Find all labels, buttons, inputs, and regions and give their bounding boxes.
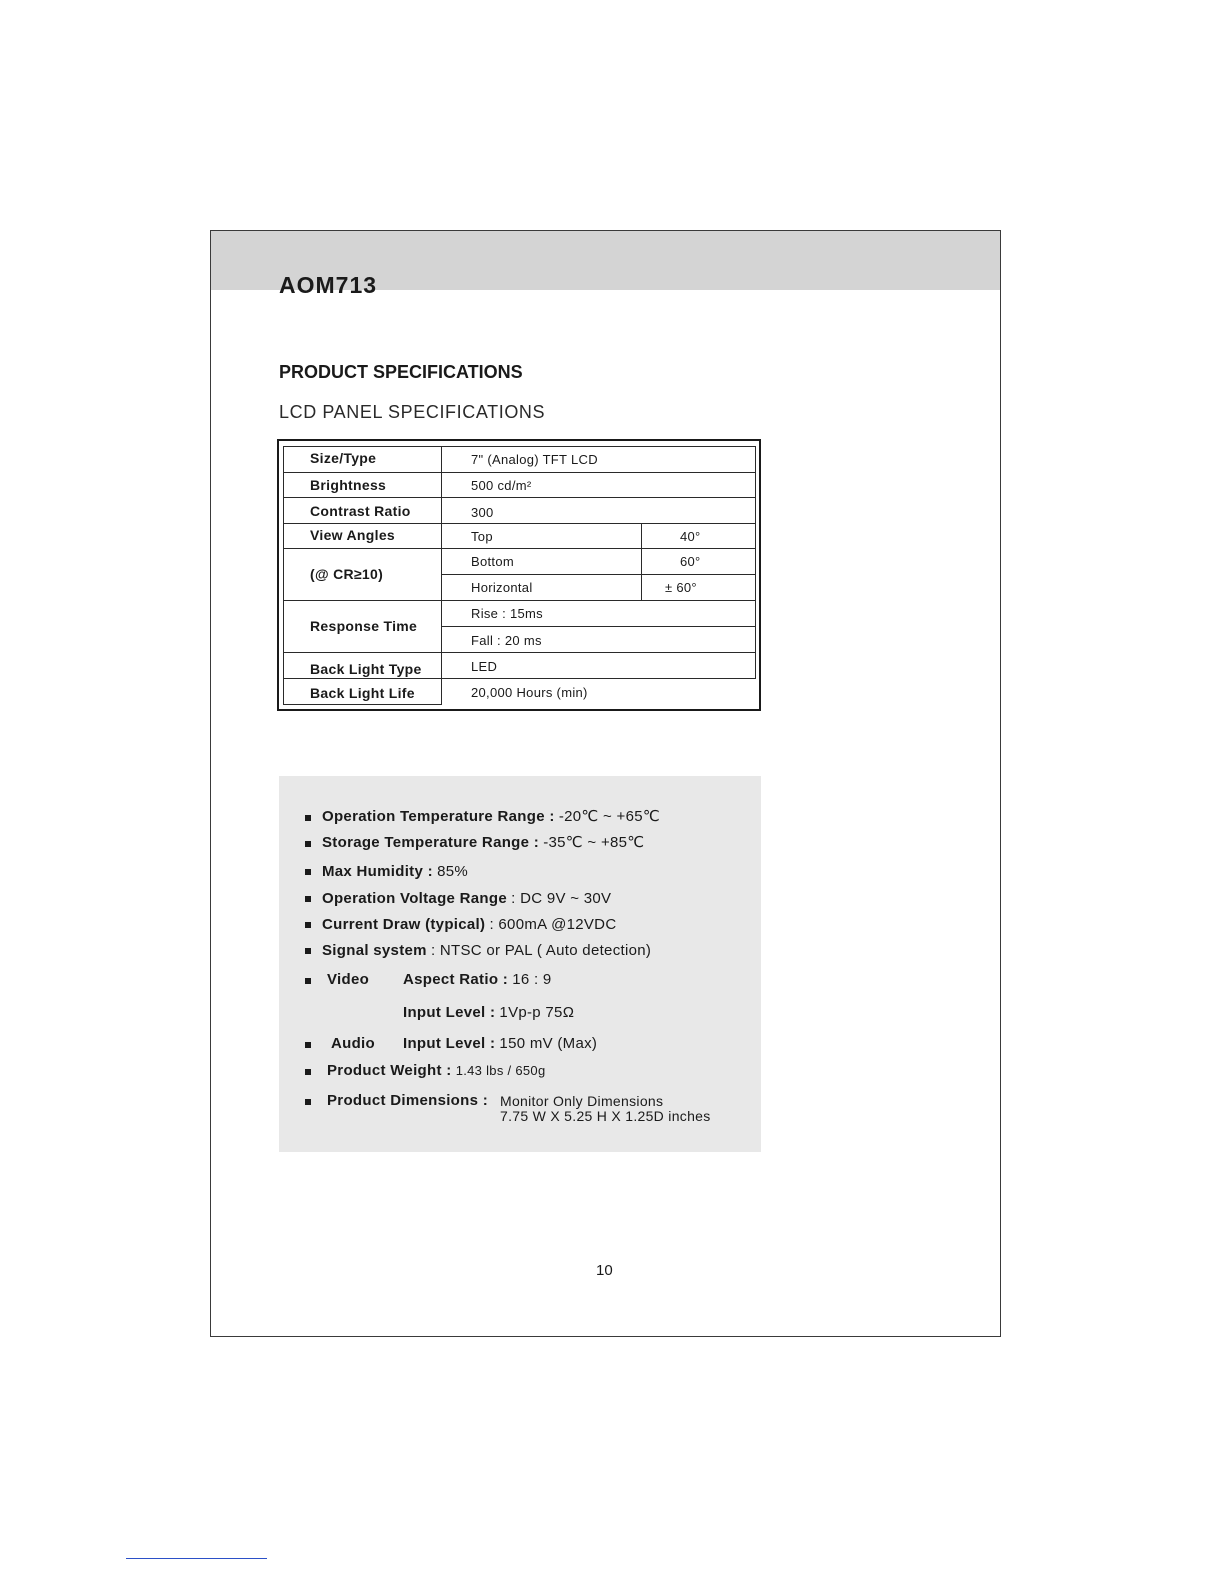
contrast-value: 300 [471,505,494,520]
size-type-value: 7" (Analog) TFT LCD [471,452,598,467]
back-light-life-label: Back Light Life [310,685,415,701]
product-dimensions-label: Product Dimensions : [327,1092,489,1109]
audio-input-level-value: 150 mV (Max) [499,1035,598,1052]
bullet-icon [305,1042,311,1048]
back-light-type-value: LED [471,659,498,674]
bullet-icon [305,948,311,954]
bullet-icon [305,978,311,984]
aspect-ratio-item [403,971,552,989]
bullet-icon [305,841,311,847]
aspect-ratio-label: Aspect Ratio : [403,971,509,988]
bullet-icon [305,869,311,875]
response-time-label: Response Time [310,618,418,634]
max-humidity-label: Max Humidity : [322,863,433,880]
audio-label: Audio [331,1035,375,1052]
back-light-life-value: 20,000 Hours (min) [471,685,588,700]
video-input-level-value: 1Vp-p 75Ω [499,1004,575,1021]
audio-input-level-item [403,1035,597,1053]
dimensions-line-2: 7.75 W X 5.25 H X 1.25D inches [500,1108,711,1124]
bullet-icon [305,896,311,902]
bullet-icon [305,1099,311,1105]
operation-voltage-label: Operation Voltage Range [322,890,507,907]
footer-link-underline[interactable] [126,1558,267,1559]
bullet-icon [305,1069,311,1075]
top-value: 40° [680,529,701,544]
horizontal-label: Horizontal [471,580,533,595]
storage-temperature-value: -35℃ ~ +85℃ [543,834,645,851]
product-weight-item [327,1062,545,1080]
dimensions-line-1: Monitor Only Dimensions [500,1093,664,1109]
operation-temperature-label: Operation Temperature Range : [322,808,555,825]
fall-value: Fall : 20 ms [471,633,542,648]
max-humidity-item [322,863,468,881]
storage-temperature-label: Storage Temperature Range : [322,834,540,851]
video-label: Video [327,971,370,988]
model-title: AOM713 [279,272,378,298]
brightness-value: 500 cd/m² [471,478,532,493]
product-dimensions-value [500,1094,711,1124]
operation-voltage-item [322,890,611,908]
signal-system-item [322,942,651,960]
bottom-value: 60° [680,554,701,569]
audio-input-level-label: Input Level : [403,1035,496,1052]
operation-temperature-value: -20℃ ~ +65℃ [558,808,661,825]
page-number: 10 [596,1262,613,1279]
horizontal-value: ± 60° [665,580,697,595]
top-label: Top [471,529,493,544]
size-type-label: Size/Type [310,450,377,466]
signal-system-label: Signal system [322,942,427,959]
bullet-icon [305,922,311,928]
current-draw-label: Current Draw (typical) [322,916,486,933]
section-title: PRODUCT SPECIFICATIONS [279,362,523,382]
rise-value: Rise : 15ms [471,606,543,621]
brightness-label: Brightness [310,477,387,493]
video-input-level-item [403,1004,574,1022]
current-draw-value: : 600mA @12VDC [489,916,617,933]
max-humidity-value: 85% [437,863,468,880]
subsection-title: LCD PANEL SPECIFICATIONS [279,402,546,422]
view-angles-label: View Angles [310,527,395,543]
product-weight-value: 1.43 lbs / 650g [455,1063,546,1078]
contrast-label: Contrast Ratio [310,503,411,519]
current-draw-item [322,916,616,934]
operation-voltage-value: : DC 9V ~ 30V [511,890,612,907]
aspect-ratio-value: 16 : 9 [512,971,552,988]
operation-temperature-item [322,808,660,826]
product-weight-label: Product Weight : [327,1062,452,1079]
bottom-label: Bottom [471,554,514,569]
video-input-level-label: Input Level : [403,1004,496,1021]
storage-temperature-item [322,834,644,852]
bullet-icon [305,815,311,821]
view-angles-condition: (@ CR≥10) [310,566,384,582]
back-light-type-label: Back Light Type [310,661,422,677]
signal-system-value: : NTSC or PAL ( Auto detection) [430,942,652,959]
